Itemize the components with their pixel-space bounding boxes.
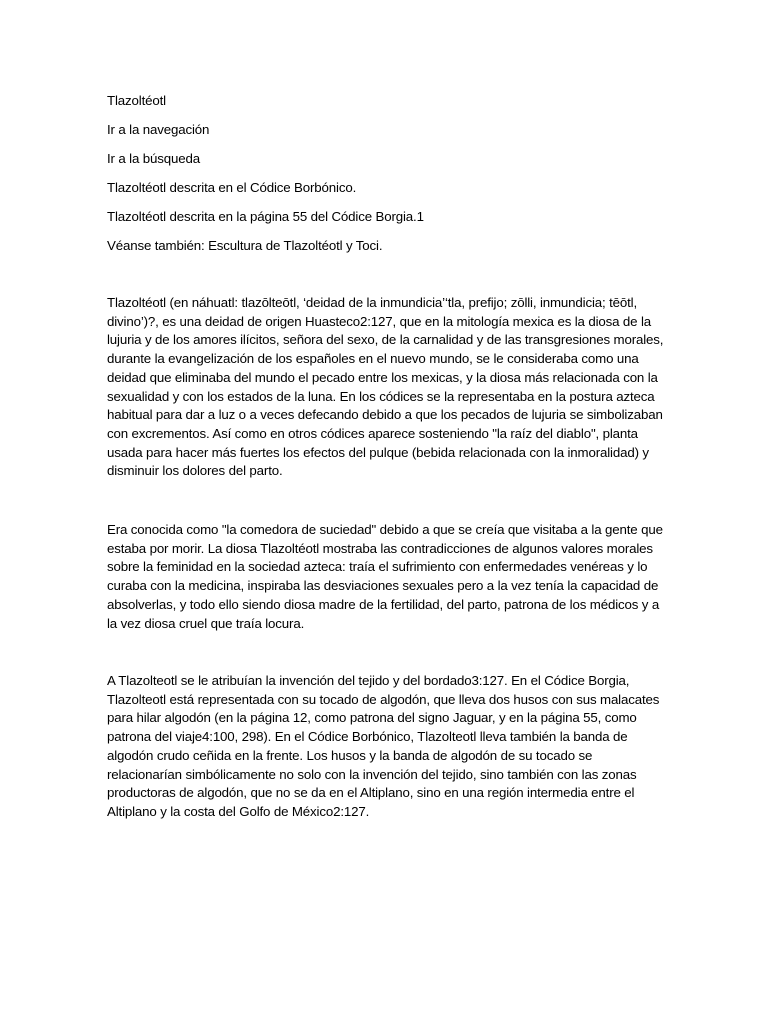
- document-title: Tlazoltéotl: [107, 93, 166, 108]
- image-caption-borgia: Tlazoltéotl descrita en la página 55 del Códice Borgia.1: [107, 209, 424, 224]
- image-caption-borbonico: Tlazoltéotl descrita en el Códice Borbónico.: [107, 180, 357, 195]
- see-also-note: Véanse también: Escultura de Tlazoltéotl y Toci.: [107, 238, 383, 253]
- navigation-link[interactable]: Ir a la navegación: [107, 122, 210, 137]
- body-paragraph-1: Tlazoltéotl (en náhuatl: tlazōlteōtl, ‘deidad de la inmundicia’‘tla, prefijo; zōlli, inmundicia; tēōtl, divino’)?, es una deidad de origen Huasteco2:127, que en la mitología mexica es la diosa de la lujuria y de los amores ilícitos, señora del sexo, de la carnalidad y de las transgresiones morales, durante la evangelización de los españoles en el nuevo mundo, se le consideraba como una deidad que eliminaba del mundo el pecado entre los mexicas, y la diosa más relacionada con la sexualidad y con los estados de la luna. En los códices se la representaba en la postura azteca habitual para dar a luz o a veces defecando debido a que los pecados de lujuria se simbolizaban con excrementos. Así como en otros códices aparece sosteniendo "la raíz del diablo", planta usada para hacer más fuertes los efectos del pulque (bebida relacionada con la inmoralidad) y disminuir los dolores del parto.: [107, 295, 664, 479]
- body-paragraph-3: A Tlazolteotl se le atribuían la invención del tejido y del bordado3:127. En el Códice Borgia, Tlazolteotl está representada con su tocado de algodón, que lleva dos husos con sus malacates para hilar algodón (en la página 12, como patrona del signo Jaguar, y en la página 55, como patrona del viaje4:100, 298). En el Códice Borbónico, Tlazolteotl lleva también la banda de algodón crudo ceñida en la frente. Los husos y la banda de algodón de su tocado se relacionarían simbólicamente no solo con la invención del tejido, sino también con las zonas productoras de algodón, que no se da en el Altiplano, sino en una región intermedia entre el Altiplano y la costa del Golfo de México2:127.: [107, 673, 660, 819]
- body-paragraph-2: Era conocida como "la comedora de suciedad" debido a que se creía que visitaba a la gente que estaba por morir. La diosa Tlazoltéotl mostraba las contradicciones de algunos valores morales sobre la feminidad en la sociedad azteca: traía el sufrimiento con enfermedades venéreas y lo curaba con la medicina, inspiraba las desviaciones sexuales pero a la vez tenía la capacidad de absolverlas, y todo ello siendo diosa madre de la fertilidad, del parto, patrona de los médicos y a la vez diosa cruel que traía locura.: [107, 522, 663, 631]
- search-link[interactable]: Ir a la búsqueda: [107, 151, 200, 166]
